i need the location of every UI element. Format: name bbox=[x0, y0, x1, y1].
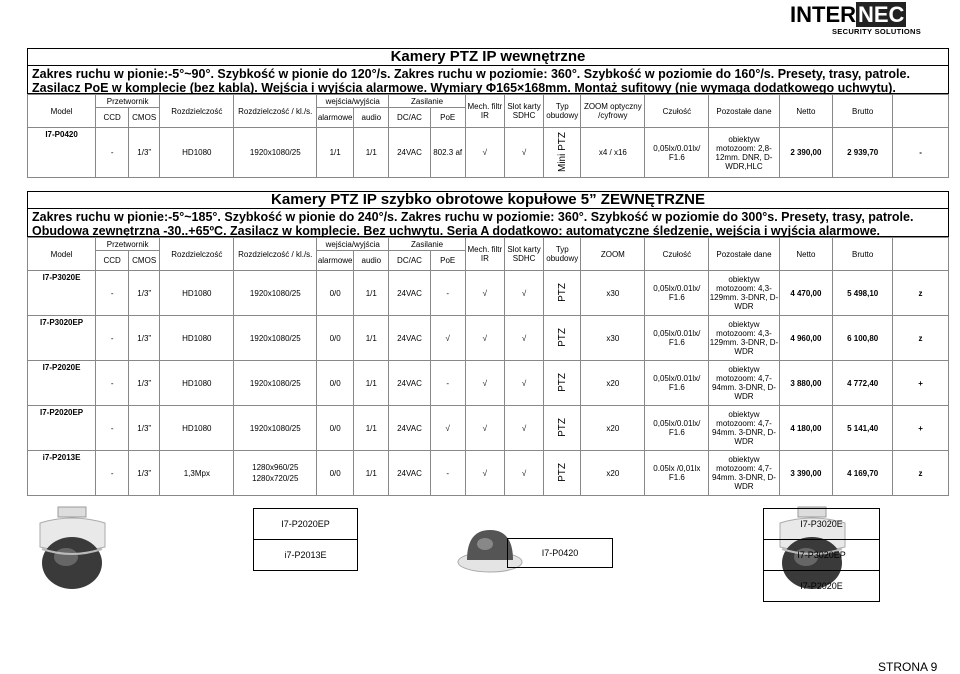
section2-table bbox=[27, 237, 949, 496]
dcac-cell: 24VAC bbox=[389, 361, 430, 406]
sd-check: √ bbox=[504, 451, 543, 496]
header-wejscia: wejścia/wyjścia bbox=[317, 95, 389, 108]
model-cell: I7-P3020EP bbox=[28, 316, 96, 361]
internec-logo bbox=[790, 2, 930, 39]
other-cell: obiektyw motozoom: 4,7-94mm. 3-DNR, D-WDR bbox=[709, 361, 779, 406]
sensitivity-cell: 0,05lx/0.01lx/ F1.6 bbox=[645, 316, 709, 361]
mark-cell: + bbox=[893, 406, 949, 451]
alarm-cell: 1/1 bbox=[317, 128, 354, 178]
resolution-cell: HD1080 bbox=[160, 406, 234, 451]
netto-cell: 4 470,00 bbox=[779, 271, 833, 316]
header-zoom: ZOOM optyczny /cyfrowy bbox=[581, 95, 645, 128]
ccd-cell: - bbox=[96, 271, 129, 316]
table-row bbox=[28, 316, 949, 361]
header-alarmowe: alarmowe bbox=[317, 108, 354, 128]
typ-cell bbox=[544, 406, 581, 451]
audio-cell: 1/1 bbox=[354, 361, 389, 406]
dcac-cell: 24VAC bbox=[389, 451, 430, 496]
cmos-cell: 1/3” bbox=[129, 361, 160, 406]
header-poe: PoE bbox=[430, 251, 465, 271]
camera-image-p2020ep bbox=[30, 505, 115, 595]
sensitivity-cell: 0,05lx/0.01lx/ F1.6 bbox=[645, 128, 709, 178]
netto-cell: 4 960,00 bbox=[779, 316, 833, 361]
cmos-cell: 1/3” bbox=[129, 406, 160, 451]
table-row bbox=[28, 128, 949, 178]
header-wejscia: wejścia/wyjścia bbox=[317, 238, 389, 251]
alarm-cell: 0/0 bbox=[317, 271, 354, 316]
model-cell: I7-P2020E bbox=[28, 361, 96, 406]
header-przetwornik: Przetwornik bbox=[96, 95, 160, 108]
header-czulosc: Czułość bbox=[645, 238, 709, 271]
pic-spacer-1 bbox=[358, 509, 508, 602]
header-audio: audio bbox=[354, 251, 389, 271]
cmos-cell: 1/3” bbox=[129, 316, 160, 361]
other-cell: obiektyw motozoom: 4,3-129mm. 3-DNR, D-WDR bbox=[709, 271, 779, 316]
table-row bbox=[28, 406, 949, 451]
poe-cell: √ bbox=[430, 316, 465, 361]
header-audio: audio bbox=[354, 108, 389, 128]
pic-spacer-3 bbox=[614, 509, 764, 602]
ccd-cell: - bbox=[96, 316, 129, 361]
section1-header bbox=[27, 48, 949, 94]
dcac-cell: 24VAC bbox=[389, 406, 430, 451]
netto-cell: 4 180,00 bbox=[779, 406, 833, 451]
mark-cell: z bbox=[893, 451, 949, 496]
ccd-cell: - bbox=[96, 128, 129, 178]
typ-label: PTZ bbox=[556, 372, 568, 392]
section1-title: Kamery PTZ IP wewnętrzne bbox=[28, 49, 948, 66]
alarm-cell: 0/0 bbox=[317, 361, 354, 406]
header-ccd: CCD bbox=[96, 108, 129, 128]
cmos-cell: 1/3” bbox=[129, 271, 160, 316]
header-cmos: CMOS bbox=[129, 108, 160, 128]
header-dcac: DC/AC bbox=[389, 251, 430, 271]
header-model: Model bbox=[28, 95, 96, 128]
header-rozdzielczosc: Rozdzielczość bbox=[160, 238, 234, 271]
logo-subtitle: SECURITY SOLUTIONS bbox=[832, 27, 922, 36]
ccd-cell: - bbox=[96, 406, 129, 451]
cmos-cell: 1/3” bbox=[129, 128, 160, 178]
zoom-cell: x20 bbox=[581, 451, 645, 496]
header-mech: Mech. filtr IR bbox=[465, 95, 504, 128]
typ-cell bbox=[544, 271, 581, 316]
netto-cell: 3 390,00 bbox=[779, 451, 833, 496]
audio-cell: 1/1 bbox=[354, 128, 389, 178]
alarm-cell: 0/0 bbox=[317, 451, 354, 496]
mark-cell: - bbox=[893, 128, 949, 178]
section1-description: Zakres ruchu w pionie:-5°~90°. Szybkość w pionie do 120°/s. Zakres ruchu w poziomie: 360°. Szybkość w poziomie do 160°/s. Presety, trasy, patrole. Zasilacz PoE w komplecie (bez kabla). Wejścia i wyjścia alarmowe. Wymiary Φ165×168mm. Montaż sufitowy (nie wymaga dodatkowego uchwytu). bbox=[32, 67, 910, 95]
brutto-cell: 5 141,40 bbox=[833, 406, 893, 451]
brutto-cell: 4 169,70 bbox=[833, 451, 893, 496]
brutto-cell: 5 498,10 bbox=[833, 271, 893, 316]
dcac-cell: 24VAC bbox=[389, 316, 430, 361]
pic-label-p0420: I7-P0420 bbox=[507, 538, 613, 568]
other-cell: obiektyw motozoom: 4,7-94mm. 3-DNR, D-WDR bbox=[709, 451, 779, 496]
audio-cell: 1/1 bbox=[354, 316, 389, 361]
logo-main-text: INTER bbox=[790, 2, 856, 27]
section2-header bbox=[27, 191, 949, 237]
header-czulosc: Czułość bbox=[645, 95, 709, 128]
zoom-cell: x20 bbox=[581, 361, 645, 406]
header-alarmowe: alarmowe bbox=[317, 251, 354, 271]
header-cmos: CMOS bbox=[129, 251, 160, 271]
alarm-cell: 0/0 bbox=[317, 406, 354, 451]
poe-cell: 802.3 af bbox=[430, 128, 465, 178]
typ-label: Mini PTZ bbox=[556, 131, 568, 172]
brutto-cell: 6 100,80 bbox=[833, 316, 893, 361]
header-zoom: ZOOM bbox=[581, 238, 645, 271]
sd-check: √ bbox=[504, 316, 543, 361]
section2-description: Zakres ruchu w pionie:-5°~185°. Szybkość w pionie do 240°/s. Zakres ruchu w poziomie: 360°. Szybkość w poziomie do 300°s. Presety, trasy, patrole. Obudowa zewnętrzna -30..+65ºC. Zasilacz w komplecie. Bez uchwytu. Seria A dodatkowo: automatyczne śledzenie, wejścia i wyjścia alarmowe. bbox=[32, 210, 914, 238]
ir-check: √ bbox=[465, 406, 504, 451]
ir-check: √ bbox=[465, 361, 504, 406]
typ-label: PTZ bbox=[556, 327, 568, 347]
sd-check: √ bbox=[504, 406, 543, 451]
audio-cell: 1/1 bbox=[354, 451, 389, 496]
typ-label: PTZ bbox=[556, 282, 568, 302]
typ-cell bbox=[544, 451, 581, 496]
pic-empty bbox=[254, 571, 358, 602]
cmos-cell: 1/3” bbox=[129, 451, 160, 496]
resolution-cell: HD1080 bbox=[160, 128, 234, 178]
poe-cell: - bbox=[430, 361, 465, 406]
header-blank bbox=[893, 95, 949, 128]
header-typ: Typ obudowy bbox=[544, 95, 581, 128]
other-cell: obiektyw motozoom: 4,3-129mm. 3-DNR, D-WDR bbox=[709, 316, 779, 361]
netto-cell: 2 390,00 bbox=[779, 128, 833, 178]
other-cell: obiektyw motozoom: 2,8-12mm. DNR, D-WDR,HLC bbox=[709, 128, 779, 178]
sd-check: √ bbox=[504, 271, 543, 316]
resolution-cell: 1,3Mpx bbox=[160, 451, 234, 496]
header-slot: Slot karty SDHC bbox=[504, 238, 543, 271]
header-przetwornik: Przetwornik bbox=[96, 238, 160, 251]
header-brutto: Brutto bbox=[833, 238, 893, 271]
fps-cell: 1920x1080/25 bbox=[234, 406, 317, 451]
header-dcac: DC/AC bbox=[389, 108, 430, 128]
sensitivity-cell: 0,05lx/0.01lx/ F1.6 bbox=[645, 271, 709, 316]
pic-label-p2020ep: I7-P2020EP bbox=[254, 509, 358, 540]
poe-cell: √ bbox=[430, 406, 465, 451]
ir-check: √ bbox=[465, 271, 504, 316]
header-pozostale: Pozostałe dane bbox=[709, 95, 779, 128]
ir-check: √ bbox=[465, 451, 504, 496]
header-rozdz-kl: Rozdzielczość / kl./s. bbox=[234, 238, 317, 271]
fps-cell: 1920x1080/25 bbox=[234, 316, 317, 361]
poe-cell: - bbox=[430, 451, 465, 496]
mark-cell: z bbox=[893, 271, 949, 316]
header-netto: Netto bbox=[779, 95, 833, 128]
sensitivity-cell: 0.05lx /0,01lx F1.6 bbox=[645, 451, 709, 496]
dcac-cell: 24VAC bbox=[389, 128, 430, 178]
header-rozdzielczosc: Rozdzielczość bbox=[160, 95, 234, 128]
section1-table bbox=[27, 94, 949, 178]
alarm-cell: 0/0 bbox=[317, 316, 354, 361]
header-netto: Netto bbox=[779, 238, 833, 271]
other-cell: obiektyw motozoom: 4,7-94mm. 3-DNR, D-WDR bbox=[709, 406, 779, 451]
ir-check: √ bbox=[465, 316, 504, 361]
ir-check: √ bbox=[465, 128, 504, 178]
pic-label-p2020e: I7-P2020E bbox=[764, 571, 880, 602]
resolution-cell: HD1080 bbox=[160, 361, 234, 406]
header-model: Model bbox=[28, 238, 96, 271]
fps-cell: 1920x1080/25 bbox=[234, 361, 317, 406]
typ-cell bbox=[544, 128, 581, 178]
sd-check: √ bbox=[504, 128, 543, 178]
pic-label-p3020e: I7-P3020E bbox=[764, 509, 880, 540]
zoom-cell: x30 bbox=[581, 316, 645, 361]
header-mech: Mech. filtr IR bbox=[465, 238, 504, 271]
sensitivity-cell: 0,05lx/0.01lx/ F1.6 bbox=[645, 406, 709, 451]
pic-label-p2013e: i7-P2013E bbox=[254, 540, 358, 571]
audio-cell: 1/1 bbox=[354, 406, 389, 451]
typ-label: PTZ bbox=[556, 417, 568, 437]
page-number: STRONA 9 bbox=[878, 660, 938, 674]
header-brutto: Brutto bbox=[833, 95, 893, 128]
typ-cell bbox=[544, 361, 581, 406]
section2-title: Kamery PTZ IP szybko obrotowe kopułowe 5” ZEWNĘTRZNE bbox=[28, 192, 948, 209]
header-typ: Typ obudowy bbox=[544, 238, 581, 271]
pic-label-p3020ep: I7-P3020EP bbox=[764, 540, 880, 571]
table-row bbox=[28, 361, 949, 406]
sd-check: √ bbox=[504, 361, 543, 406]
model-cell: I7-P2020EP bbox=[28, 406, 96, 451]
typ-cell bbox=[544, 316, 581, 361]
header-slot: Slot karty SDHC bbox=[504, 95, 543, 128]
audio-cell: 1/1 bbox=[354, 271, 389, 316]
zoom-cell: x30 bbox=[581, 271, 645, 316]
header-ccd: CCD bbox=[96, 251, 129, 271]
model-cell: I7-P0420 bbox=[28, 128, 96, 178]
sensitivity-cell: 0,05lx/0.01lx/ F1.6 bbox=[645, 361, 709, 406]
logo-accent-text: NEC bbox=[858, 2, 905, 27]
poe-cell: - bbox=[430, 271, 465, 316]
header-blank bbox=[893, 238, 949, 271]
dcac-cell: 24VAC bbox=[389, 271, 430, 316]
header-pozostale: Pozostałe dane bbox=[709, 238, 779, 271]
typ-label: PTZ bbox=[556, 462, 568, 482]
table-row bbox=[28, 271, 949, 316]
netto-cell: 3 880,00 bbox=[779, 361, 833, 406]
model-cell: I7-P3020E bbox=[28, 271, 96, 316]
table-row bbox=[28, 451, 949, 496]
header-zasilanie: Zasilanie bbox=[389, 95, 465, 108]
model-cell: i7-P2013E bbox=[28, 451, 96, 496]
mark-cell: + bbox=[893, 361, 949, 406]
ccd-cell: - bbox=[96, 361, 129, 406]
brutto-cell: 2 939,70 bbox=[833, 128, 893, 178]
resolution-cell: HD1080 bbox=[160, 316, 234, 361]
header-zasilanie: Zasilanie bbox=[389, 238, 465, 251]
resolution-cell: HD1080 bbox=[160, 271, 234, 316]
ccd-cell: - bbox=[96, 451, 129, 496]
header-poe: PoE bbox=[430, 108, 465, 128]
brutto-cell: 4 772,40 bbox=[833, 361, 893, 406]
zoom-cell: x4 / x16 bbox=[581, 128, 645, 178]
fps-cell: 1920x1080/25 bbox=[234, 271, 317, 316]
zoom-cell: x20 bbox=[581, 406, 645, 451]
mark-cell: z bbox=[893, 316, 949, 361]
fps-cell: 1920x1080/25 bbox=[234, 128, 317, 178]
header-rozdz-kl: Rozdzielczość / kl./s. bbox=[234, 95, 317, 128]
fps-cell: 1280x960/25 1280x720/25 bbox=[234, 451, 317, 496]
